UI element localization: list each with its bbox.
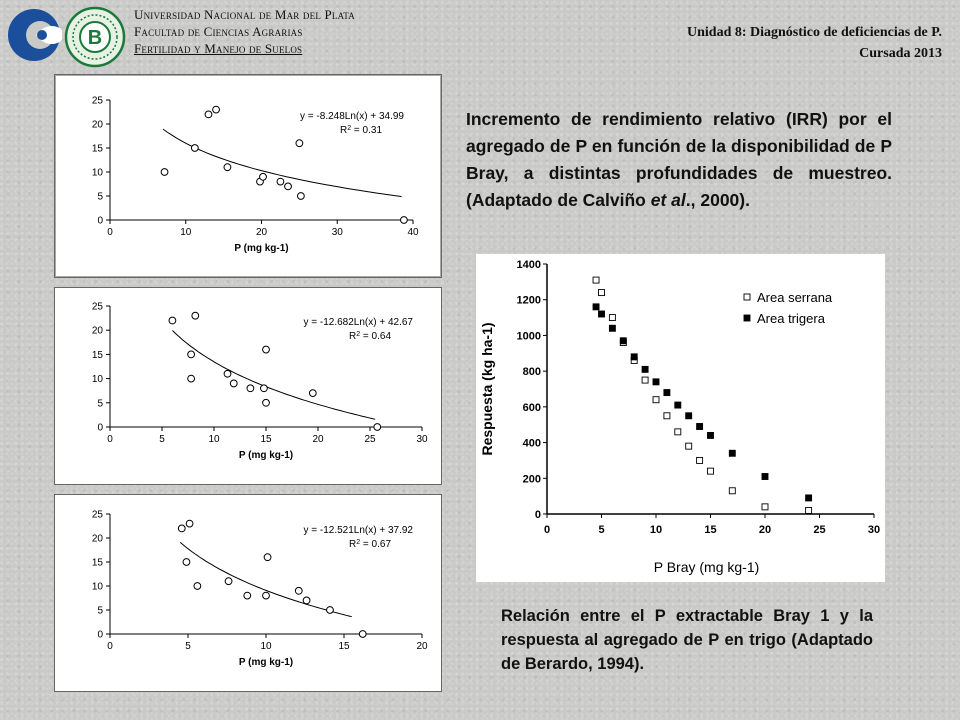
y-tick-label: 15: [91, 143, 103, 155]
y-tick-label: 25: [91, 95, 103, 107]
unit-name: Unidad 8: Diagnóstico de deficiencias de P.: [687, 25, 942, 40]
x-axis-title: P (mg kg-1): [238, 450, 294, 461]
data-point: [183, 559, 190, 566]
serrana-point: [642, 377, 648, 383]
x-tick-label: 20: [416, 641, 428, 652]
caption-irr-italic: et al: [650, 190, 686, 210]
y-tick-label: 400: [522, 437, 541, 450]
data-point: [224, 370, 231, 377]
r-squared-letter: R: [349, 331, 357, 342]
trigera-point: [653, 379, 659, 385]
trigera-point: [593, 304, 599, 310]
x-tick-label: 10: [208, 434, 220, 445]
x-axis-title: P (mg kg-1): [238, 657, 294, 668]
x-tick-label: 30: [867, 524, 881, 536]
x-tick-label: 10: [260, 641, 272, 652]
data-point: [303, 597, 310, 604]
x-tick-label: 15: [260, 434, 272, 445]
x-tick-label: 30: [331, 227, 343, 238]
r-squared-value: = 0.64: [360, 331, 391, 342]
serrana-point: [599, 290, 605, 296]
x-tick-label: 25: [364, 434, 376, 445]
chart-irr-depth-2: [54, 287, 442, 485]
y-tick-label: 600: [522, 401, 541, 414]
serrana-point: [806, 507, 812, 513]
x-tick-label: 5: [598, 524, 605, 536]
y-tick-label: 1400: [516, 259, 541, 271]
caption-response: Relación entre el P extractable Bray 1 y la respuesta al agregado de P en trigo (Adaptado de Berardo, 1994).: [501, 607, 873, 673]
x-tick-label: 5: [159, 434, 165, 445]
trigera-point: [620, 338, 626, 344]
data-point: [188, 351, 195, 358]
x-tick-label: 20: [758, 524, 772, 536]
serrana-point: [593, 277, 599, 283]
data-point: [295, 587, 302, 594]
r-squared-value: = 0.31: [351, 125, 382, 136]
data-point: [264, 554, 271, 561]
y-tick-label: 25: [91, 509, 103, 521]
data-point: [192, 312, 199, 319]
legend-marker: [744, 294, 750, 300]
faculty-logo-icon: [64, 6, 126, 68]
chart-irr-depth-3: [54, 494, 442, 692]
data-point: [191, 145, 198, 152]
chart-svg-response: [476, 254, 885, 582]
data-point: [359, 631, 366, 638]
y-tick-label: 800: [522, 366, 541, 379]
y-tick-label: 1000: [516, 330, 541, 343]
data-point: [161, 169, 168, 176]
trigera-point: [599, 311, 605, 317]
data-point: [224, 164, 231, 171]
trigera-point: [729, 450, 735, 456]
y-tick-label: 5: [97, 191, 103, 203]
data-point: [297, 193, 304, 200]
data-point: [186, 520, 193, 527]
y-tick-label: 10: [91, 581, 103, 593]
data-point: [327, 607, 334, 614]
y-tick-label: 0: [97, 215, 103, 227]
logo-letter: B: [87, 27, 103, 49]
department-name: Fertilidad y Manejo de Suelos: [134, 41, 303, 56]
serrana-point: [686, 443, 692, 449]
serrana-point: [762, 504, 768, 510]
data-point: [296, 140, 303, 147]
serrana-point: [675, 429, 681, 435]
data-point: [213, 106, 220, 113]
x-tick-label: 0: [107, 434, 113, 445]
y-tick-label: 15: [91, 557, 103, 569]
trigera-point: [631, 354, 637, 360]
data-point: [247, 385, 254, 392]
y-tick-label: 20: [91, 119, 103, 131]
r-squared-value: = 0.67: [360, 539, 391, 550]
legend-label: Area trigera: [757, 311, 825, 326]
x-tick-label: 10: [180, 227, 192, 238]
chart-response-bray: [476, 254, 885, 582]
caption-irr-text: Incremento de rendimiento relativo (IRR) por el agregado de P en función de la disponibilidad de P Bray, a distintas profundidades de muestreo. (Adaptado de Calviño: [466, 109, 892, 210]
trendline: [180, 542, 352, 616]
r-squared-sup: 2: [356, 538, 361, 546]
r-squared-label: [340, 125, 382, 137]
y-tick-label: 1200: [516, 294, 541, 307]
data-point: [194, 583, 201, 590]
y-tick-label: 0: [97, 422, 103, 434]
legend-marker: [744, 315, 750, 321]
data-point: [230, 380, 237, 387]
caption-irr-end: ., 2000).: [685, 190, 750, 210]
data-point: [374, 424, 381, 431]
university-name: Universidad Nacional de Mar del Plata: [134, 7, 355, 22]
data-point: [285, 183, 292, 190]
data-point: [188, 375, 195, 382]
unit-title: [687, 22, 942, 64]
trigera-point: [806, 495, 812, 501]
trigera-point: [664, 390, 670, 396]
y-tick-label: 0: [97, 629, 103, 641]
data-point: [263, 346, 270, 353]
x-tick-label: 15: [338, 641, 350, 652]
trendline-equation: y = -8.248Ln(x) + 34.99: [300, 111, 404, 122]
serrana-point: [729, 488, 735, 494]
data-point: [401, 217, 408, 224]
x-tick-label: 0: [107, 227, 113, 238]
x-tick-label: 10: [649, 524, 663, 536]
x-tick-label: 20: [255, 227, 268, 238]
caption-irr: [466, 106, 892, 214]
r-squared-sup: 2: [347, 124, 352, 132]
y-axis-title: Respuesta (kg ha-1): [479, 322, 495, 456]
x-tick-label: 0: [543, 524, 551, 536]
y-tick-label: 5: [97, 605, 103, 617]
trendline-equation: y = -12.682Ln(x) + 42.67: [303, 317, 413, 328]
x-tick-label: 0: [107, 641, 113, 652]
y-tick-label: 20: [91, 533, 103, 545]
y-tick-label: 25: [91, 301, 103, 313]
data-point: [309, 390, 316, 397]
serrana-point: [609, 315, 615, 321]
data-point: [169, 317, 176, 324]
trendline: [172, 331, 375, 420]
serrana-point: [697, 457, 703, 463]
data-point: [263, 399, 270, 406]
y-tick-label: 5: [97, 398, 103, 410]
data-point: [261, 385, 268, 392]
institution-title: [134, 6, 464, 57]
y-tick-label: 200: [522, 473, 541, 486]
trigera-point: [686, 413, 692, 419]
chart-svg-2: [55, 288, 441, 484]
trigera-point: [697, 424, 703, 430]
x-tick-label: 15: [704, 524, 717, 536]
trigera-point: [675, 402, 681, 408]
chart-svg-1: [55, 75, 441, 277]
trendline: [163, 129, 402, 197]
serrana-point: [653, 397, 659, 403]
university-logo-icon: [6, 4, 62, 66]
legend-label: Area serrana: [757, 290, 833, 305]
data-point: [277, 178, 284, 185]
data-point: [244, 592, 251, 599]
trigera-point: [642, 366, 648, 372]
data-point: [263, 592, 270, 599]
serrana-point: [664, 413, 670, 419]
data-point: [178, 525, 185, 532]
serrana-point: [708, 468, 714, 474]
x-tick-label: 30: [416, 434, 428, 445]
x-axis-title: P (mg kg-1): [234, 243, 289, 254]
y-tick-label: 10: [91, 167, 103, 179]
data-point: [205, 111, 212, 118]
data-point: [260, 173, 267, 180]
faculty-name: Facultad de Ciencias Agrarias: [134, 24, 303, 39]
x-axis-title: P Bray (mg kg-1): [653, 559, 760, 575]
y-tick-label: 20: [91, 325, 103, 337]
x-tick-label: 40: [407, 227, 419, 238]
trigera-point: [708, 432, 714, 438]
x-tick-label: 20: [312, 434, 324, 445]
data-point: [225, 578, 232, 585]
x-tick-label: 25: [813, 524, 826, 536]
chart-irr-depth-1: [54, 74, 442, 278]
y-tick-label: 15: [91, 349, 103, 361]
x-tick-label: 5: [185, 641, 191, 652]
r-squared-letter: R: [340, 125, 348, 136]
r-squared-sup: 2: [356, 330, 361, 338]
y-tick-label: 0: [534, 509, 541, 521]
r-squared-label: [349, 331, 391, 343]
r-squared-letter: R: [349, 539, 357, 550]
y-tick-label: 10: [91, 374, 103, 386]
trendline-equation: y = -12.521Ln(x) + 37.92: [303, 525, 413, 536]
r-squared-label: [349, 539, 391, 551]
chart-svg-3: [55, 495, 441, 691]
trigera-point: [609, 325, 615, 331]
trigera-point: [762, 474, 768, 480]
course-year: Cursada 2013: [859, 46, 942, 61]
